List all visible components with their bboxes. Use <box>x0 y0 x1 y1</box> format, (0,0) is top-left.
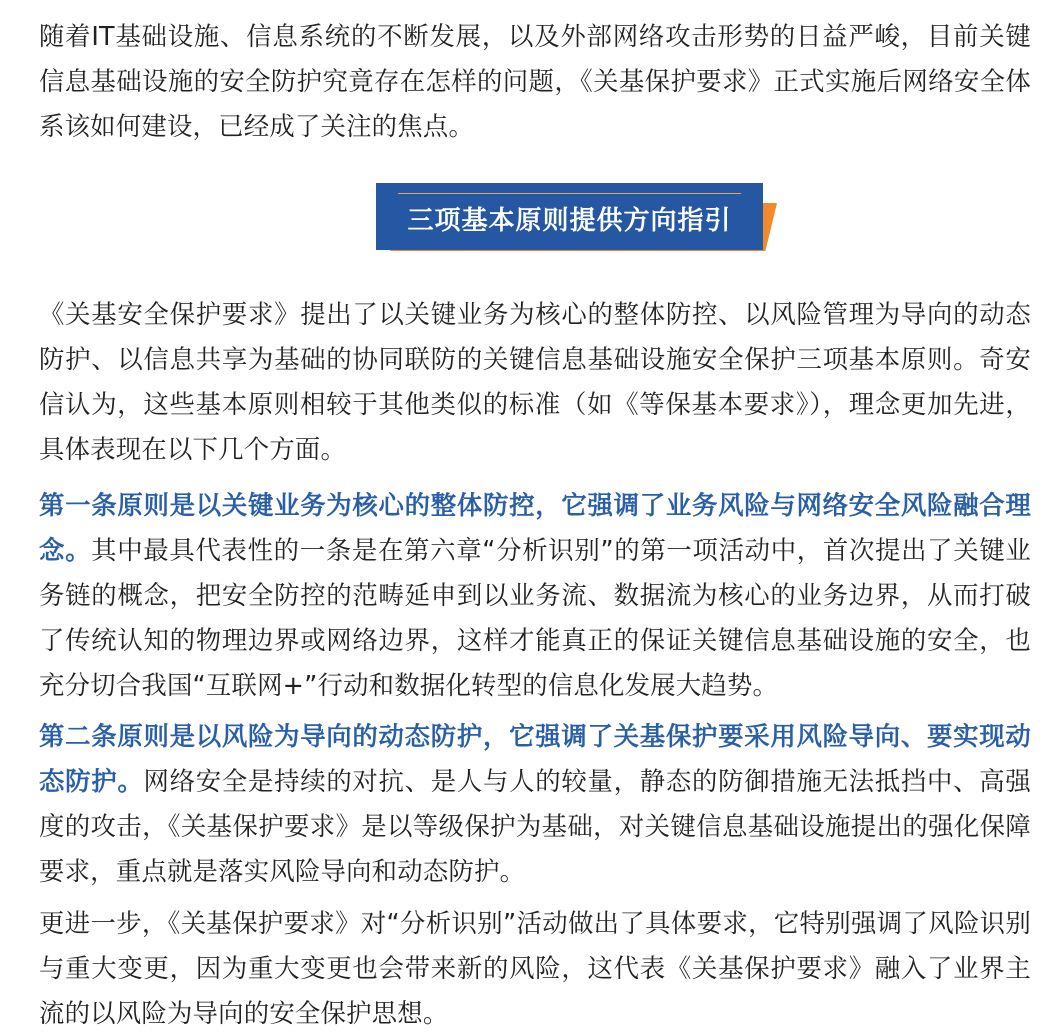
principle2-body: 网络安全是持续的对抗、是人与人的较量，静态的防御措施无法抵挡中、高强度的攻击，《关基保护要求》是以等级保护为基础，对关键信息基础设施提出的强化保障要求，重点就是落实风险导向和动态防护。 <box>39 766 1031 886</box>
principle1-body: 其中最具代表性的一条是在第六章“分析识别”的第一项活动中，首次提出了关键业务链的概念，把安全防控的范畴延申到以业务流、数据流为核心的业务边界，从而打破了传统认知的物理边界或网络边界，这样才能真正的保证关键信息基础设施的安全，也充分切合我国“互联网+”行动和数据化转型的信息化发展大趋势。 <box>39 535 1031 700</box>
intro-paragraph: 随着IT基础设施、信息系统的不断发展，以及外部网络攻击形势的日益严峻，目前关键信息基础设施的安全防护究竟存在怎样的问题，《关基保护要求》正式实施后网络安全体系该如何建设，已经成了关注的焦点。 <box>39 21 1031 141</box>
principle2-lead: 第二条原则是以风险为导向的动态防护，它强调了关基保护要采用风险导向、要实现动态防护。 <box>39 721 1031 796</box>
principle1-lead: 第一条原则是以关键业务为核心的整体防控，它强调了业务风险与网络安全风险融合理念。 <box>39 490 1031 565</box>
principle2-paragraph <box>39 714 1031 894</box>
overview-paragraph: 《关基安全保护要求》提出了以关键业务为核心的整体防控、以风险管理为导向的动态防护、以信息共享为基础的协同联防的关键信息基础设施安全保护三项基本原则。奇安信认为，这些基本原则相较于其他类似的标准（如《等保基本要求》），理念更加先进，具体表现在以下几个方面。 <box>39 299 1031 464</box>
section-heading: 三项基本原则提供方向指引 <box>407 206 732 236</box>
section-heading-banner <box>376 183 763 250</box>
banner-box <box>376 183 763 250</box>
principle1-paragraph <box>39 483 1031 708</box>
banner-rule <box>398 193 741 194</box>
further-paragraph: 更进一步，《关基保护要求》对“分析识别”活动做出了具体要求，它特别强调了风险识别与重大变更，因为重大变更也会带来新的风险，这代表《关基保护要求》融入了业界主流的以风险为导向的安全保护思想。 <box>39 908 1031 1028</box>
